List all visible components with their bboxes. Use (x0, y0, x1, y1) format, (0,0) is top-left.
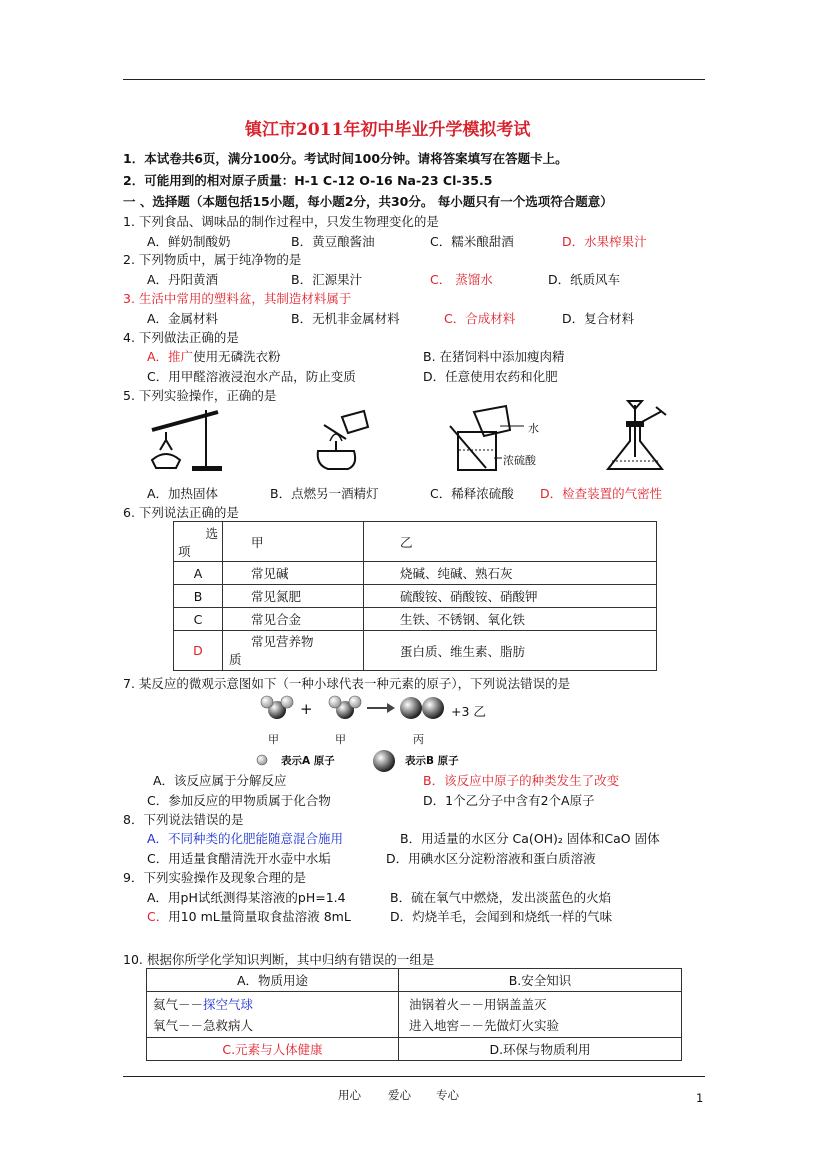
q6-table (173, 521, 657, 671)
q10-head-a: A．物质用途 (147, 969, 399, 992)
q6-cell-jia: 常见合金 (223, 608, 364, 631)
q10-b-line2: 进入地窖－－先做灯火实验 (409, 1017, 560, 1033)
q9-option-c-text: 用10 mL量筒量取食盐溶液 8mL (168, 909, 351, 924)
q2-option-c: C． 蒸馏水 (430, 272, 493, 287)
note-1: 1．本试卷共6页，满分100分。考试时间100分钟。请将答案填写在答题卡上。 (123, 151, 568, 166)
q10-b-line1: 油锅着火－－用锅盖盖灭 (409, 996, 547, 1012)
q3-option-c: C．合成材料 (444, 311, 516, 326)
q9-stem: 9．下列实验操作及现象合理的是 (123, 870, 306, 885)
q8-option-b: B．用适量的水区分 Ca(OH)₂ 固体和CaO 固体 (400, 831, 660, 846)
q5-figure-b-lighting-lamp (302, 405, 374, 475)
q7-label-jia-2: 甲 (335, 733, 346, 746)
q6-cell-opt: A (174, 562, 223, 585)
q1-stem: 1. 下列食品、调味品的制作过程中，只发生物理变化的是 (123, 214, 439, 229)
q8-stem: 8．下列说法错误的是 (123, 812, 244, 827)
q6-cell-yi: 生铁、不锈钢、氧化铁 (364, 608, 657, 631)
q5-figure-d-airtightness-check (600, 395, 680, 475)
q10-table (146, 968, 682, 1061)
q5-option-d: D．检查装置的气密性 (540, 486, 663, 501)
q9-option-c (147, 907, 351, 925)
q6-head-option-1: 选 (205, 525, 218, 541)
q7-plus: + (300, 700, 313, 718)
q5-label-acid: 浓硫酸 (503, 454, 536, 467)
q9-option-c-prefix: C． (147, 909, 169, 924)
q10-cell-a (147, 992, 399, 1038)
q10-a-line2: 氧气－－急救病人 (153, 1017, 254, 1033)
q10-head-c: C.元素与人体健康 (147, 1038, 399, 1061)
q10-a-line1-use: 探空气球 (203, 996, 254, 1012)
q6-head-jia: 甲 (223, 522, 364, 562)
q7-label-jia-1: 甲 (268, 733, 279, 746)
q5-option-b: B．点燃另一酒精灯 (270, 486, 379, 501)
table-row (174, 562, 657, 585)
q1-option-d: D．水果榨果汁 (562, 234, 647, 249)
q10-head-d: D.环保与物质利用 (399, 1038, 682, 1061)
q5-label-water: 水 (528, 422, 539, 435)
note-2: 2．可能用到的相对原子质量：H-1 C-12 O-16 Na-23 Cl-35.5 (123, 173, 493, 188)
q6-head-yi: 乙 (364, 522, 657, 562)
q4-stem: 4. 下列做法正确的是 (123, 330, 239, 345)
q3-stem: 3. 生活中常用的塑料盆，其制造材料属于 (123, 291, 352, 306)
q5-option-a: A．加热固体 (147, 486, 219, 501)
q2-option-a: A．丹阳黄酒 (147, 272, 219, 287)
q4-option-a-prefix: A．推广 (147, 349, 194, 364)
q10-cell-b (399, 992, 682, 1038)
q9-option-b: B．硫在氧气中燃烧，发出淡蓝色的火焰 (390, 890, 612, 905)
q6-cell-jia: 常见氮肥 (223, 585, 364, 608)
q7-legend-b: 表示B 原子 (405, 755, 459, 767)
q10-a-line1 (153, 994, 390, 1015)
q9-option-a: A．用pH试纸测得某溶液的pH=1.4 (147, 890, 346, 905)
table-row (147, 1038, 682, 1061)
q5-stem: 5. 下列实验操作，正确的是 (123, 388, 277, 403)
table-row (147, 992, 682, 1038)
q6-stem: 6. 下列说法正确的是 (123, 505, 239, 520)
q2-option-d: D．纸质风车 (548, 272, 621, 287)
footer-rule (123, 1076, 705, 1077)
q6-table-header (174, 522, 657, 562)
q3-option-a: A．金属材料 (147, 311, 219, 326)
q8-option-c: C．用适量食醋清洗开水壶中水垢 (147, 851, 331, 866)
q4-option-a-text: 使用无磷洗衣粉 (193, 349, 281, 364)
q5-option-c: C．稀释浓硫酸 (430, 486, 514, 501)
q1-option-b: B．黄豆酿酱油 (291, 234, 375, 249)
table-row (147, 969, 682, 992)
q10-a-line1-prefix: 氦气－－ (153, 996, 204, 1012)
q6-cell-yi: 烧碱、纯碱、熟石灰 (364, 562, 657, 585)
q7-legend-a: 表示A 原子 (281, 755, 335, 767)
q7-option-b: B．该反应中原子的种类发生了改变 (423, 773, 620, 788)
section-heading: 一 、选择题（本题包括15小题，每小题2分，共30分。 每小题只有一个选项符合题意） (123, 194, 613, 209)
q7-option-d: D．1个乙分子中含有2个A原子 (423, 793, 595, 808)
q6-cell-opt: C (174, 608, 223, 631)
q3-option-b: B．无机非金属材料 (291, 311, 400, 326)
q8-option-a: A．不同种类的化肥能随意混合施用 (147, 831, 344, 846)
q1-option-a: A．鲜奶制酸奶 (147, 234, 231, 249)
q7-label-bing: 丙 (413, 733, 424, 746)
table-row (174, 631, 657, 671)
table-row (174, 608, 657, 631)
footer-motto-2: 爱心 (388, 1088, 411, 1102)
q5-figure-a-heating-solid (146, 402, 230, 474)
q6-cell-jia: 常见碱 (223, 562, 364, 585)
q6-cell-jia-line1: 常见营养物 (251, 633, 314, 649)
q10-stem: 10. 根据你所学化学知识判断，其中归纳有错误的一组是 (123, 952, 435, 967)
q7-plus3-yi: +3 乙 (451, 704, 486, 719)
q3-option-d: D．复合材料 (562, 311, 635, 326)
q6-cell-jia-line2: 质 (229, 651, 242, 667)
q4-option-b: B. 在猪饲料中添加瘦肉精 (423, 349, 565, 364)
q7-legend-atom-a (256, 754, 268, 766)
page-title: 镇江市2011年初中毕业升学模拟考试 (245, 120, 531, 140)
q4-option-c: C．用甲醛溶液浸泡水产品，防止变质 (147, 369, 356, 384)
header-rule (123, 79, 705, 80)
q6-cell-jia (223, 631, 364, 671)
q10-head-b: B.安全知识 (399, 969, 682, 992)
q1-option-c: C．糯米酿甜酒 (430, 234, 514, 249)
q7-reaction-diagram (255, 692, 475, 722)
footer-motto-1: 用心 (338, 1088, 361, 1102)
q6-cell-yi: 蛋白质、维生素、脂肪 (364, 631, 657, 671)
q7-option-a: A．该反应属于分解反应 (153, 773, 287, 788)
footer-motto-3: 专心 (436, 1088, 459, 1102)
page-number: 1 (696, 1091, 704, 1105)
q6-head-option (174, 522, 223, 562)
q8-option-d: D．用碘水区分淀粉溶液和蛋白质溶液 (386, 851, 596, 866)
q2-stem: 2. 下列物质中，属于纯净物的是 (123, 252, 302, 267)
q7-option-c: C．参加反应的甲物质属于化合物 (147, 793, 331, 808)
q9-option-d: D．灼烧羊毛，会闻到和烧纸一样的气味 (390, 909, 613, 924)
q4-option-a (147, 347, 281, 365)
q6-cell-opt: B (174, 585, 223, 608)
q6-head-option-2: 项 (178, 543, 191, 559)
table-row (174, 585, 657, 608)
q6-cell-opt: D (174, 631, 223, 671)
q7-legend-atom-b (372, 749, 396, 773)
q2-option-b: B．汇源果汁 (291, 272, 363, 287)
q6-cell-yi: 硫酸铵、硝酸铵、硝酸钾 (364, 585, 657, 608)
q7-stem: 7. 某反应的微观示意图如下（一种小球代表一种元素的原子），下列说法错误的是 (123, 676, 571, 691)
q4-option-d: D．任意使用农药和化肥 (423, 369, 558, 384)
